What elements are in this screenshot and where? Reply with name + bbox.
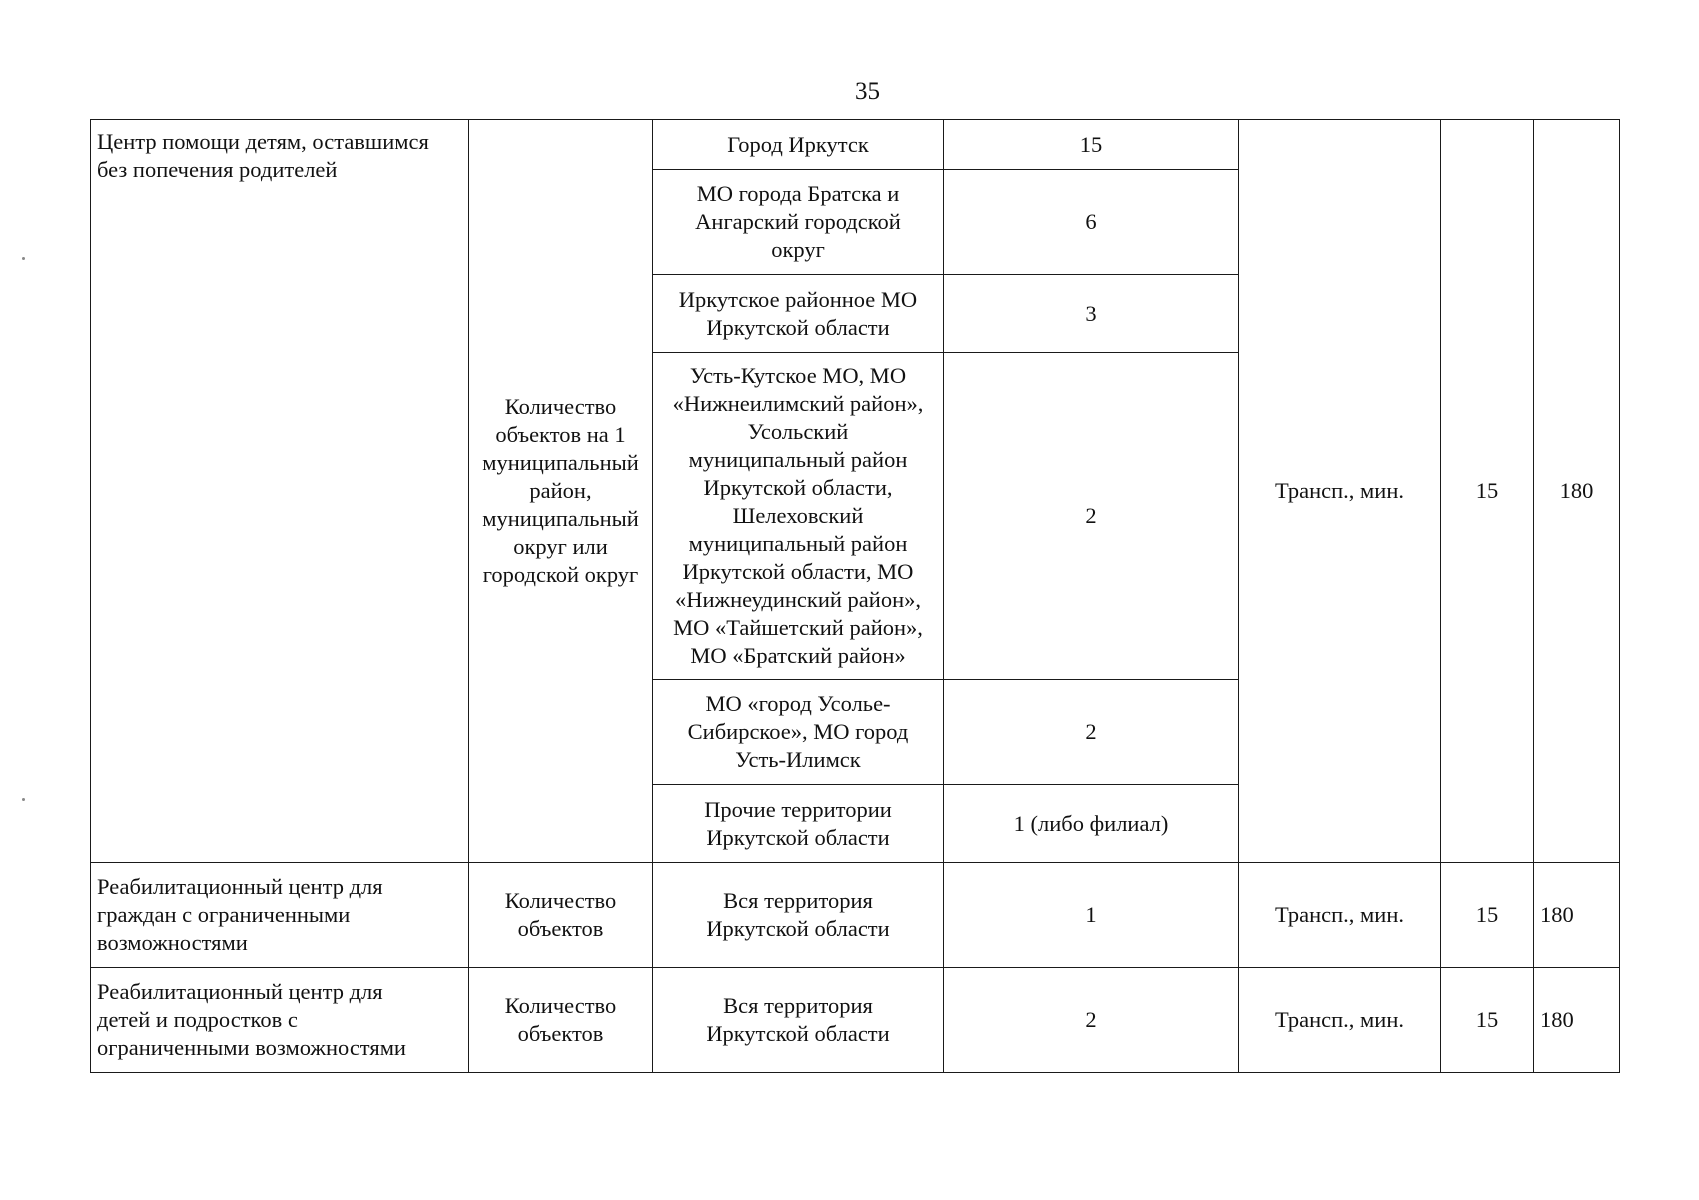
unit-cell: Трансп., мин. bbox=[1239, 120, 1441, 863]
page-number: 35 bbox=[855, 78, 880, 105]
scan-speck bbox=[22, 798, 25, 801]
value-cell: 2 bbox=[944, 968, 1239, 1073]
territory-cell: Вся территория Иркутской области bbox=[653, 968, 944, 1073]
max-value-cell: 180 bbox=[1534, 120, 1620, 863]
indicator-cell: Количество объектов bbox=[469, 863, 653, 968]
value-cell: 6 bbox=[944, 170, 1239, 275]
indicator-cell: Количество объектов на 1 муниципальный район, муниципальный округ или городской округ bbox=[469, 120, 653, 863]
norms-table bbox=[90, 119, 1620, 1073]
max-value-cell: 180 bbox=[1534, 863, 1620, 968]
unit-cell: Трансп., мин. bbox=[1239, 863, 1441, 968]
value-cell: 2 bbox=[944, 353, 1239, 680]
object-name-cell: Реабилитационный центр для детей и подростков с ограниченными возможностями bbox=[91, 968, 469, 1073]
object-name-cell: Центр помощи детям, оставшимся без попечения родителей bbox=[91, 120, 469, 863]
table-row bbox=[91, 863, 1620, 968]
indicator-cell: Количество объектов bbox=[469, 968, 653, 1073]
scan-speck bbox=[22, 257, 25, 260]
value-cell: 3 bbox=[944, 275, 1239, 353]
value-cell: 2 bbox=[944, 680, 1239, 785]
object-name-cell: Реабилитационный центр для граждан с ограниченными возможностями bbox=[91, 863, 469, 968]
territory-cell: МО «город Усолье- Сибирское», МО город Усть-Илимск bbox=[653, 680, 944, 785]
territory-cell: МО города Братска и Ангарский городской округ bbox=[653, 170, 944, 275]
min-value-cell: 15 bbox=[1441, 968, 1534, 1073]
territory-cell: Прочие территории Иркутской области bbox=[653, 785, 944, 863]
territory-cell: Вся территория Иркутской области bbox=[653, 863, 944, 968]
table-row bbox=[91, 968, 1620, 1073]
value-cell: 15 bbox=[944, 120, 1239, 170]
territory-cell: Иркутское районное МО Иркутской области bbox=[653, 275, 944, 353]
value-cell: 1 bbox=[944, 863, 1239, 968]
value-cell: 1 (либо филиал) bbox=[944, 785, 1239, 863]
territory-cell: Усть-Кутское МО, МО «Нижнеилимский район», Усольский муниципальный район Иркутской области, Шелеховский муниципальный район Иркутской области, МО «Нижнеудинский район», МО «Тайшетский район», МО «Братский район» bbox=[653, 353, 944, 680]
territory-cell: Город Иркутск bbox=[653, 120, 944, 170]
min-value-cell: 15 bbox=[1441, 120, 1534, 863]
table-row bbox=[91, 120, 1620, 170]
min-value-cell: 15 bbox=[1441, 863, 1534, 968]
max-value-cell: 180 bbox=[1534, 968, 1620, 1073]
unit-cell: Трансп., мин. bbox=[1239, 968, 1441, 1073]
